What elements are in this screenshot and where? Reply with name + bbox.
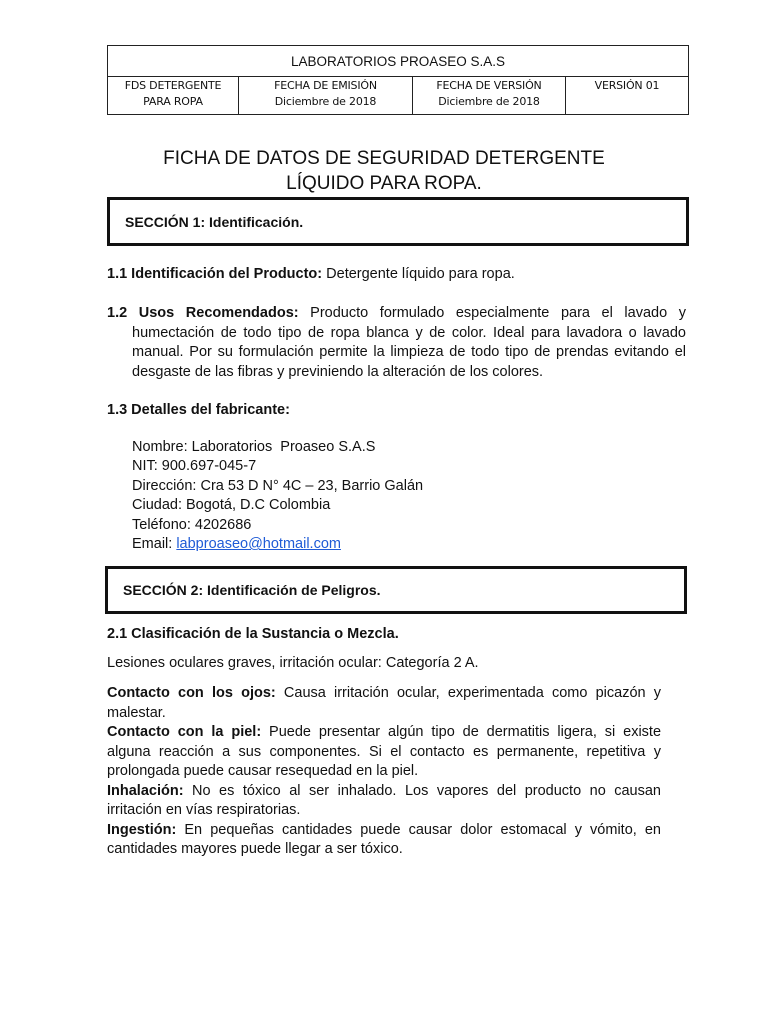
- eye-contact-text: Causa irritación ocular, experimentada como picazón y malestar.: [107, 685, 662, 721]
- contact-city: Ciudad: Bogotá, D.C Colombia: [132, 497, 331, 514]
- header-cell-line: VERSIÓN 01: [594, 79, 660, 92]
- inhalation: [107, 782, 661, 821]
- contact-email-label: Email:: [132, 536, 177, 553]
- contact-email-link[interactable]: labproaseo@hotmail.com: [176, 536, 341, 553]
- header-cell-line: PARA ROPA: [143, 95, 203, 108]
- manufacturer-contact: [132, 438, 423, 554]
- header-cell-line: FECHA DE EMISIÓN: [274, 79, 377, 92]
- header-cell-issue-date: [239, 77, 413, 115]
- header-cell-line: FDS DETERGENTE: [124, 79, 222, 92]
- eye-contact-label: Contacto con los ojos:: [107, 685, 276, 701]
- product-identification-label: 1.1 Identificación del Producto:: [107, 266, 323, 282]
- product-identification-text: Detergente líquido para ropa.: [322, 266, 515, 282]
- title-line: LÍQUIDO PARA ROPA.: [286, 173, 482, 194]
- recommended-uses: [107, 304, 686, 382]
- header-cell-document: [108, 77, 239, 115]
- hazard-effects: [107, 684, 661, 860]
- header-cell-version: [566, 77, 689, 115]
- title-line: FICHA DE DATOS DE SEGURIDAD DETERGENTE: [163, 148, 605, 169]
- contact-address: Dirección: Cra 53 D N° 4C – 23, Barrio Galán: [132, 477, 424, 494]
- skin-contact-label: Contacto con la piel:: [107, 724, 262, 740]
- classification-label: 2.1 Clasificación de la Sustancia o Mezcla.: [107, 626, 399, 642]
- contact-phone: Teléfono: 4202686: [132, 516, 252, 533]
- company-name: LABORATORIOS PROASEO S.A.S: [108, 46, 689, 77]
- contact-name: Nombre: Laboratorios Proaseo S.A.S: [132, 439, 376, 455]
- inhalation-label: Inhalación:: [107, 782, 184, 799]
- ingestion-label: Ingestión:: [107, 821, 177, 838]
- section2-heading-box: [105, 566, 687, 614]
- skin-contact-text: Puede presentar algún tipo de dermatitis ligera, si existe alguna reacción a sus componentes. Si el contacto es permanente, repetitiva y prolongada puede causar resequedad en la piel.: [107, 724, 662, 779]
- product-identification: [107, 265, 661, 285]
- header-cell-version-date: [413, 77, 566, 115]
- header-cell-line: Diciembre de 2018: [438, 95, 540, 108]
- manufacturer-details-label: 1.3 Detalles del fabricante:: [107, 402, 290, 418]
- hazard-category: Lesiones oculares graves, irritación ocular: Categoría 2 A.: [107, 655, 479, 671]
- ingestion-text: En pequeñas cantidades puede causar dolor estomacal y vómito, en cantidades mayores puede llegar a ser tóxico.: [107, 821, 661, 857]
- section1-heading-box: [107, 197, 689, 246]
- skin-contact: [107, 723, 661, 782]
- contact-email-row: [132, 535, 423, 554]
- manufacturer-details-heading: [107, 401, 661, 421]
- document-header-table: [107, 45, 689, 115]
- header-cell-line: Diciembre de 2018: [274, 95, 377, 108]
- document-title: [0, 146, 768, 196]
- classification-heading: [107, 625, 661, 645]
- header-cell-line: FECHA DE VERSIÓN: [436, 79, 542, 92]
- recommended-uses-label: 1.2 Usos Recomendados:: [107, 305, 299, 321]
- section1-heading: SECCIÓN 1: Identificación.: [125, 214, 304, 230]
- contact-nit: NIT: 900.697-045-7: [132, 458, 257, 475]
- section2-heading: SECCIÓN 2: Identificación de Peligros.: [123, 582, 381, 598]
- eye-contact: [107, 684, 661, 723]
- inhalation-text: No es tóxico al ser inhalado. Los vapores del producto no causan irritación en vías respiratorias.: [107, 782, 661, 818]
- recommended-uses-text: Producto formulado especialmente para el lavado y humectación de todo tipo de ropa blanca y de color. Ideal para lavadora o lavado manual. Por su formulación permite la limpieza de todo tipo de prendas evitando el desgaste de las fibras y previniendo la alteración de los colores.: [132, 305, 686, 380]
- ingestion: [107, 821, 661, 860]
